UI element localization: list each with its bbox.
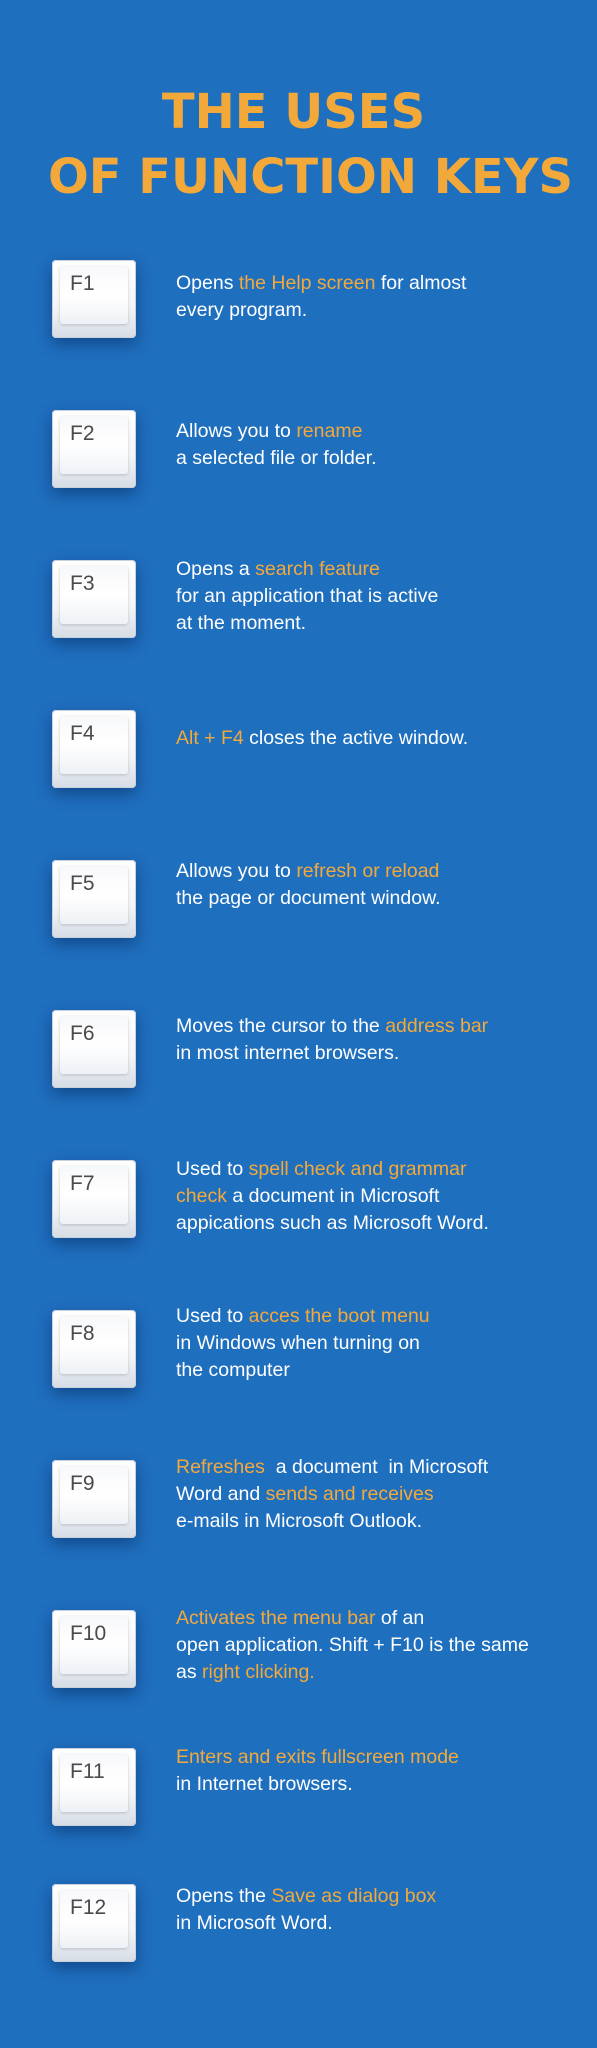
description-line: [176, 297, 586, 324]
key-label: F11: [70, 1760, 105, 1783]
description-text: in Microsoft Word.: [176, 1912, 333, 1934]
key-label: F5: [70, 872, 95, 895]
key-description: [176, 270, 586, 324]
description-line: [176, 1744, 586, 1771]
key-label: F12: [70, 1896, 107, 1919]
description-text: in Internet browsers.: [176, 1773, 353, 1795]
description-line: [176, 858, 586, 885]
description-text: a selected file or folder.: [176, 447, 377, 469]
highlighted-text: address bar: [385, 1015, 489, 1037]
description-text: Used to: [176, 1158, 249, 1180]
description-line: [176, 1156, 586, 1183]
description-line: [176, 885, 586, 912]
highlighted-text: refresh or reload: [296, 860, 440, 882]
keycap-icon: [52, 1160, 136, 1238]
description-text: for almost: [375, 272, 467, 294]
description-text: Used to: [176, 1305, 249, 1327]
description-text: the page or document window.: [176, 887, 441, 909]
description-text: at the moment.: [176, 612, 307, 634]
title-line-1: THE USES: [161, 84, 426, 140]
description-text: Opens: [176, 272, 239, 294]
key-description: [176, 1605, 586, 1686]
description-text: a document in Microsoft: [226, 1185, 440, 1207]
key-description: [176, 1303, 586, 1384]
description-line: [176, 1605, 586, 1632]
key-description: [176, 858, 586, 912]
key-label: F1: [70, 272, 95, 295]
key-label: F8: [70, 1322, 95, 1345]
description-text: Moves the cursor to the: [176, 1015, 386, 1037]
description-line: [176, 725, 586, 752]
description-line: [176, 1910, 586, 1937]
description-line: [176, 1632, 586, 1659]
highlighted-text: acces the boot menu: [248, 1305, 430, 1327]
description-text: appications such as Microsoft Word.: [176, 1212, 489, 1234]
description-line: [176, 583, 586, 610]
highlighted-text: check: [176, 1185, 227, 1207]
keycap-icon: [52, 1310, 136, 1388]
description-line: [176, 1454, 586, 1481]
description-text: every program.: [176, 299, 308, 321]
key-description: [176, 1744, 586, 1798]
description-text: Opens a: [176, 558, 256, 580]
description-text: Allows you to: [176, 860, 297, 882]
highlighted-text: Save as dialog box: [271, 1885, 437, 1907]
highlighted-text: right clicking.: [202, 1661, 315, 1683]
description-text: in most internet browsers.: [176, 1042, 400, 1064]
highlighted-text: search feature: [255, 558, 380, 580]
key-label: F10: [70, 1622, 107, 1645]
description-text: Word and: [176, 1483, 266, 1505]
key-description: [176, 1013, 586, 1067]
key-description: [176, 556, 586, 637]
keycap-icon: [52, 1610, 136, 1688]
description-line: [176, 1330, 586, 1357]
description-line: [176, 1013, 586, 1040]
key-label: F3: [70, 572, 95, 595]
description-text: as: [176, 1661, 203, 1683]
key-description: [176, 725, 586, 752]
keycap-icon: [52, 1884, 136, 1962]
description-text: Opens the: [176, 1885, 272, 1907]
key-description: [176, 1454, 586, 1535]
key-label: F6: [70, 1022, 95, 1045]
keycap-icon: [52, 1748, 136, 1826]
keycap-icon: [52, 560, 136, 638]
keycap-icon: [52, 1010, 136, 1088]
description-line: [176, 445, 586, 472]
key-description: [176, 1883, 586, 1937]
key-description: [176, 418, 586, 472]
highlighted-text: Enters and exits fullscreen mode: [176, 1746, 459, 1768]
keycap-icon: [52, 260, 136, 338]
description-line: [176, 418, 586, 445]
keycap-icon: [52, 710, 136, 788]
description-text: in Windows when turning on: [176, 1332, 420, 1354]
description-text: for an application that is active: [176, 585, 439, 607]
description-line: [176, 1183, 586, 1210]
description-line: [176, 1508, 586, 1535]
highlighted-text: the Help screen: [238, 272, 376, 294]
description-line: [176, 610, 586, 637]
description-line: [176, 1303, 586, 1330]
description-text: open application. Shift + F10 is the same: [176, 1634, 529, 1656]
keycap-icon: [52, 410, 136, 488]
description-line: [176, 1659, 586, 1686]
title-line-2: OF FUNCTION KEYS: [47, 149, 574, 205]
highlighted-text: Activates the menu bar: [176, 1607, 376, 1629]
key-label: F4: [70, 722, 95, 745]
key-description: [176, 1156, 586, 1237]
description-line: [176, 1040, 586, 1067]
highlighted-text: spell check and grammar: [248, 1158, 467, 1180]
highlighted-text: Alt + F4: [176, 727, 244, 749]
description-line: [176, 1210, 586, 1237]
description-text: closes the active window.: [243, 727, 469, 749]
description-line: [176, 1357, 586, 1384]
description-text: of an: [375, 1607, 425, 1629]
keycap-icon: [52, 1460, 136, 1538]
description-line: [176, 1481, 586, 1508]
keycap-icon: [52, 860, 136, 938]
highlighted-text: rename: [296, 420, 363, 442]
description-text: the computer: [176, 1359, 290, 1381]
description-text: e-mails in Microsoft Outlook.: [176, 1510, 422, 1532]
key-label: F9: [70, 1472, 95, 1495]
highlighted-text: sends and receives: [265, 1483, 434, 1505]
description-line: [176, 1883, 586, 1910]
highlighted-text: Refreshes: [176, 1456, 265, 1478]
description-line: [176, 556, 586, 583]
key-label: F2: [70, 422, 95, 445]
description-line: [176, 1771, 586, 1798]
description-text: a document in Microsoft: [264, 1456, 489, 1478]
description-line: [176, 270, 586, 297]
description-text: Allows you to: [176, 420, 297, 442]
key-label: F7: [70, 1172, 95, 1195]
